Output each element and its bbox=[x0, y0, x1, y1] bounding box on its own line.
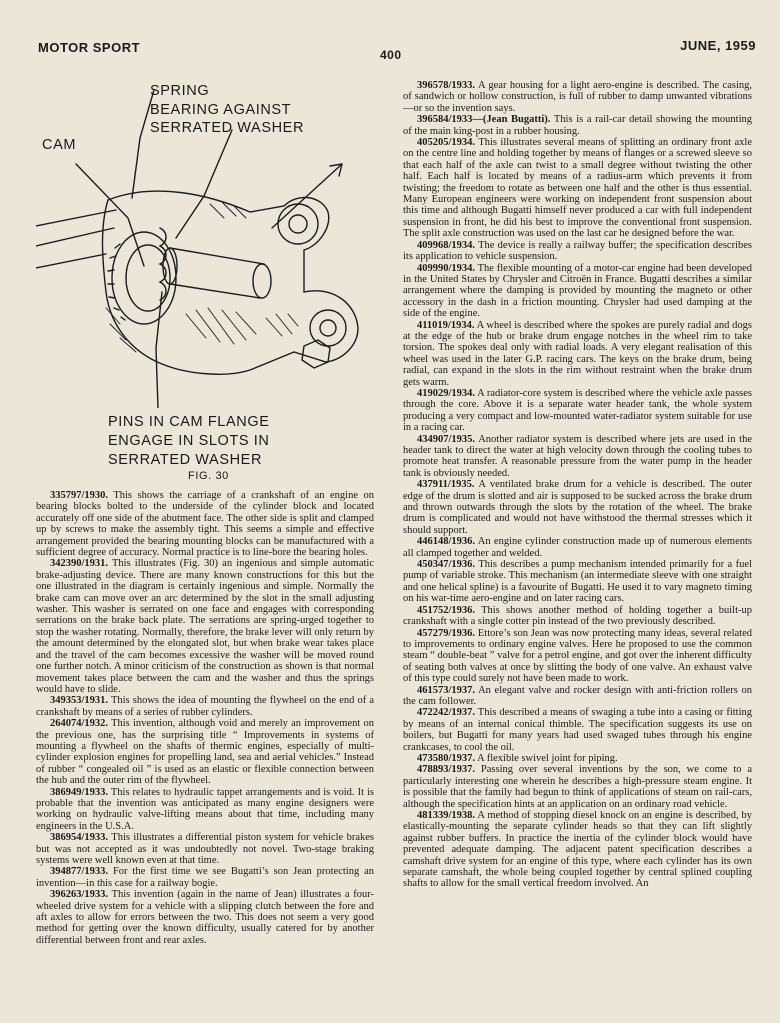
patent-entry bbox=[403, 80, 752, 114]
patent-text: Another radiator system is described where jets are used in the header tank to direct the water at high velocity down through the cooling tubes to promote heat transfer. A reasonable pressure from the water pump in the header tank is obviously needed. bbox=[403, 433, 753, 479]
patent-number: 437911/1935. bbox=[417, 479, 475, 491]
label-serrated-washer-top: SERRATED WASHER bbox=[150, 120, 305, 136]
label-spring: SPRING bbox=[150, 83, 210, 99]
figure-caption: FIG. 30 bbox=[188, 470, 229, 482]
patent-entry bbox=[403, 810, 752, 890]
patent-number: 409968/1934. bbox=[417, 239, 476, 251]
patent-entry bbox=[403, 388, 752, 434]
patent-entry bbox=[403, 628, 752, 685]
patent-entry bbox=[403, 753, 752, 764]
patent-number: 434907/1935. bbox=[417, 433, 476, 445]
patent-number: 335797/1930. bbox=[50, 490, 109, 501]
patent-text: This invention (again in the name of Jean) illustrates a four-wheeled drive system for a vehicle with a slipping clutch between the fore and aft axles to allow for errors between the two. This does not seem a very good method for getting over the known difficulty, usually catered for by another differential between front and rear axles. bbox=[36, 889, 374, 946]
patent-entry bbox=[36, 787, 374, 833]
patent-number: 396263/1933. bbox=[50, 889, 109, 901]
patent-entry bbox=[403, 479, 752, 536]
patent-entry bbox=[403, 536, 752, 559]
patent-text: This shows the idea of mounting the flywheel on the end of a crankshaft by means of a series of rubber cylinders. bbox=[36, 695, 374, 718]
patent-entry bbox=[403, 263, 752, 320]
patent-entry bbox=[36, 558, 374, 695]
patent-number: 386949/1933. bbox=[50, 786, 109, 798]
label-bearing-against: BEARING AGAINST bbox=[150, 102, 292, 118]
patent-number: 405205/1934. bbox=[417, 137, 476, 149]
patent-text: A radiator-core system is described where the vehicle axle passes through the core. Above it is a separate water header tank, the whole system producing a very compact and low-mounted water-radiator system suitable for use in a racing car. bbox=[403, 387, 752, 434]
patent-text: This illustrates a differential piston system for vehicle brakes but was not accepted as it was undoubtedly not novel. Two-stage braking systems were well known even at that time. bbox=[36, 832, 375, 866]
patent-text: This relates to hydraulic tappet arrangements and is void. It is probable that the invention was anticipated as many engine designers were working on hydraulic valve-lifting means about that time, including many engineers in the U.S.A. bbox=[36, 786, 374, 832]
label-serrated-washer-bottom: SERRATED WASHER bbox=[108, 452, 263, 468]
patent-entry bbox=[403, 137, 752, 240]
patent-text: This invention, although void and merely an improvement on the previous one, has the surprising title “ Improvements in systems of mounting a flywheel on the shafts of thermic engines, especially of multi-cylinder explosion engines for propelling land, sea and aerial vehicles.” Instead of rubber “ congealed oil ” is used as an elastic or flexible connection between the hub and the outer rim of the flywheel. bbox=[36, 718, 375, 787]
patent-number: 342390/1931. bbox=[50, 558, 109, 570]
patent-text: Ettore’s son Jean was now protecting many ideas, several related to improvements to ordinary engine valves. Here he proposed to use the common steam “ double-beat ” valve for a petrol engine, and got over the inherent difficulty of seating both valves at once by slitting the body of one valve. An exhaust valve of this type could surely not have been made to work. bbox=[403, 627, 752, 685]
patent-text: This is a rail-car detail showing the mounting of the main king-post in a rubber housing. bbox=[403, 114, 752, 137]
patent-entry bbox=[36, 866, 374, 889]
patent-entry bbox=[36, 490, 374, 558]
patent-entry bbox=[403, 240, 752, 263]
patent-text: An engine cylinder construction made up of numerous elements all clamped together and welded. bbox=[403, 536, 753, 559]
patent-number: 394877/1933. bbox=[50, 866, 109, 878]
patent-text: The device is really a railway buffer; the specification describes its application to vehicle suspension. bbox=[403, 239, 752, 263]
left-column bbox=[36, 490, 374, 946]
patent-entry bbox=[36, 718, 374, 786]
patent-number: 419029/1934. bbox=[417, 387, 476, 399]
patent-number: 411019/1934. bbox=[417, 319, 475, 331]
patent-entry bbox=[403, 764, 752, 810]
patent-number: 481339/1938. bbox=[417, 810, 476, 821]
patent-number: 264074/1932. bbox=[50, 718, 109, 730]
patent-number: 349353/1931. bbox=[50, 695, 109, 707]
patent-number: 461573/1937. bbox=[417, 684, 476, 696]
patent-entry bbox=[403, 434, 752, 480]
patent-entry bbox=[403, 685, 752, 708]
right-column bbox=[403, 80, 752, 890]
patent-number: 450347/1936. bbox=[417, 559, 476, 571]
patent-text: This shows the carriage of a crankshaft of an engine on bearing blocks bolted to the underside of the cylinder block and located accurately off one side of the abutment face. The other side is split and clamped up by screws to make the assembly tight. This seems a simple and effective arrangement provided the bearing mounting blocks can be manufactured with a sufficient degree of accuracy. Normal practice is to line-bore the bearing holes. bbox=[36, 490, 374, 559]
patent-number: 451752/1936. bbox=[417, 604, 476, 616]
figure-brake-adjuster bbox=[36, 78, 384, 482]
patent-entry bbox=[403, 605, 752, 628]
publication-title: MOTOR SPORT bbox=[38, 40, 141, 55]
label-cam: CAM bbox=[42, 137, 77, 153]
label-engage-in-slots: ENGAGE IN SLOTS IN bbox=[108, 433, 270, 449]
patent-text: For the first time we see Bugatti’s son Jean protecting an invention—in this case for a railway bogie. bbox=[36, 866, 374, 889]
patent-text: The flexible mounting of a motor-car engine had been developed in the United States by Chrysler and Citroën in France. Bugatti describes a similar arrangement where the damping is provided by mounting the magneto or other accessory in the dash in a friction mounting. Chrysler had used damping at the side of the engine. bbox=[403, 262, 752, 320]
patent-number: 478893/1937. bbox=[417, 764, 476, 776]
patent-text: An elegant valve and rocker design with anti-friction rollers on the cam follower. bbox=[403, 684, 753, 707]
patent-text: A ventilated brake drum for a vehicle is described. The outer edge of the drum is slotted and air is supposed to be sucked across the brake drum and thrown outwards through the slots by the rotation of the wheel. The brake drum is complicated and would not have withstood the thermal stresses which it should support. bbox=[403, 479, 752, 536]
patent-text: A gear housing for a light aero-engine is described. The casing, of sandwich or hollow construction, is full of rubber to damp unwanted vibrations—or so the invention says. bbox=[403, 80, 753, 114]
patent-text: A wheel is described where the spokes are purely radial and dogs at the edge of the hub or brake drum engage notches in the wheel rim to take torsion. The spokes deal only with radial loads. A very elegant realisation of this wheel was used in the later G.P. racing cars. The keys on the brake drum, being radial, can expand in the slots in the rim without restraint when the brake drum gets warm. bbox=[403, 319, 752, 388]
patent-number: 473580/1937. bbox=[417, 752, 476, 764]
patent-text: This described a means of swaging a tube into a casing or fitting by means of an internal conical thimble. The specification suggests its use on boilers, but Bugatti for many years had used swaged tubes through his engine crankcases, to cool the oil. bbox=[403, 707, 752, 753]
page-number: 400 bbox=[380, 48, 402, 62]
patent-text: This describes a pump mechanism intended primarily for a fuel pump of variable stroke. This mechanism (an intermediate sleeve with one straight and one helical spline) is a favourite of Bugatti. He used it to vary magneto timing on his war-time aero-engine and on later racing cars. bbox=[403, 559, 752, 605]
patent-entry bbox=[403, 320, 752, 388]
patent-number: 472242/1937. bbox=[417, 707, 476, 719]
patent-number: 457279/1936. bbox=[417, 627, 476, 639]
patent-entry bbox=[36, 889, 374, 946]
patent-number: 409990/1934. bbox=[417, 262, 476, 274]
patent-text: A method of stopping diesel knock on an engine is described, by elastically-mounting the separate cylinder heads so that they can lift slightly against rubber buffers. In practice the inertia of the cylinder block would have prevented adequate damping. The adjacent patent specification describes a camshaft drive system for an engine of this type, where each cylinder has its own separate camshaft, the whole being coupled together by central splined coupling shafts to allow for the small vertical freedom involved. An bbox=[403, 810, 753, 890]
patent-number: 396584/1933—(Jean Bugatti). bbox=[417, 114, 551, 126]
patent-text: This shows another method of holding together a built-up crankshaft with a single cotter pin instead of the two previously described. bbox=[403, 604, 752, 628]
patent-text: This illustrates (Fig. 30) an ingenious and simple automatic brake-adjusting device. There are many known constructions for this but the one illustrated in the diagram is certainly ingenious and simple. Normally the brake cam can move over an arc determined by the slot in the small adjusting washer. This washer is serrated on one face and engages with corresponding serrations on the brake back plate. The serrations are spring-urged together to stop the washer rotating. Normally, therefore, the brake lever will only return by the amount determined by the elongated slot, but when brake wear takes place and the travel of the cam becomes excessive the washer will be moved round one further notch. A minor criticism of the construction as shown is that normal movement takes place between the cam and the washer and thus the springs would have to slide. bbox=[36, 558, 375, 695]
patent-text: Passing over several inventions by the son, we come to a particularly interesting one wherein he describes a high-pressure steam engine. It is possible that the family had begun to think of applications of steam on rail-cars, although the specification hints at an application on an ordinary road vehicle. bbox=[403, 764, 753, 810]
patent-text: A flexible swivel joint for piping. bbox=[477, 752, 618, 764]
patent-entry bbox=[403, 707, 752, 753]
label-pins-in-cam-flange: PINS IN CAM FLANGE bbox=[108, 414, 270, 430]
patent-entry bbox=[36, 832, 374, 866]
patent-entry bbox=[36, 695, 374, 718]
patent-entry bbox=[403, 559, 752, 605]
patent-text: This illustrates several means of splitting an ordinary front axle on the centre line and holding together by means of flanges or a screwed sleeve so that each half of the axle can twist to a small degree without twisting the other half. Each half is located by means of a radius-arm which prevents it from twisting; the freedom to rotate as between one half and the other is thus essential. Many European engineers were working on independent front suspension about this time and although Bugatti himself never produced a car with full independent suspension in front, he did his best to improve the conventional front suspension. The split axle construction was used on the last car he designed before the war. bbox=[403, 137, 752, 240]
patent-number: 386954/1933. bbox=[50, 832, 109, 844]
patent-entry bbox=[403, 114, 752, 137]
issue-date: JUNE, 1959 bbox=[680, 38, 756, 53]
patent-number: 446148/1936. bbox=[417, 536, 476, 548]
patent-number: 396578/1933. bbox=[417, 80, 476, 91]
